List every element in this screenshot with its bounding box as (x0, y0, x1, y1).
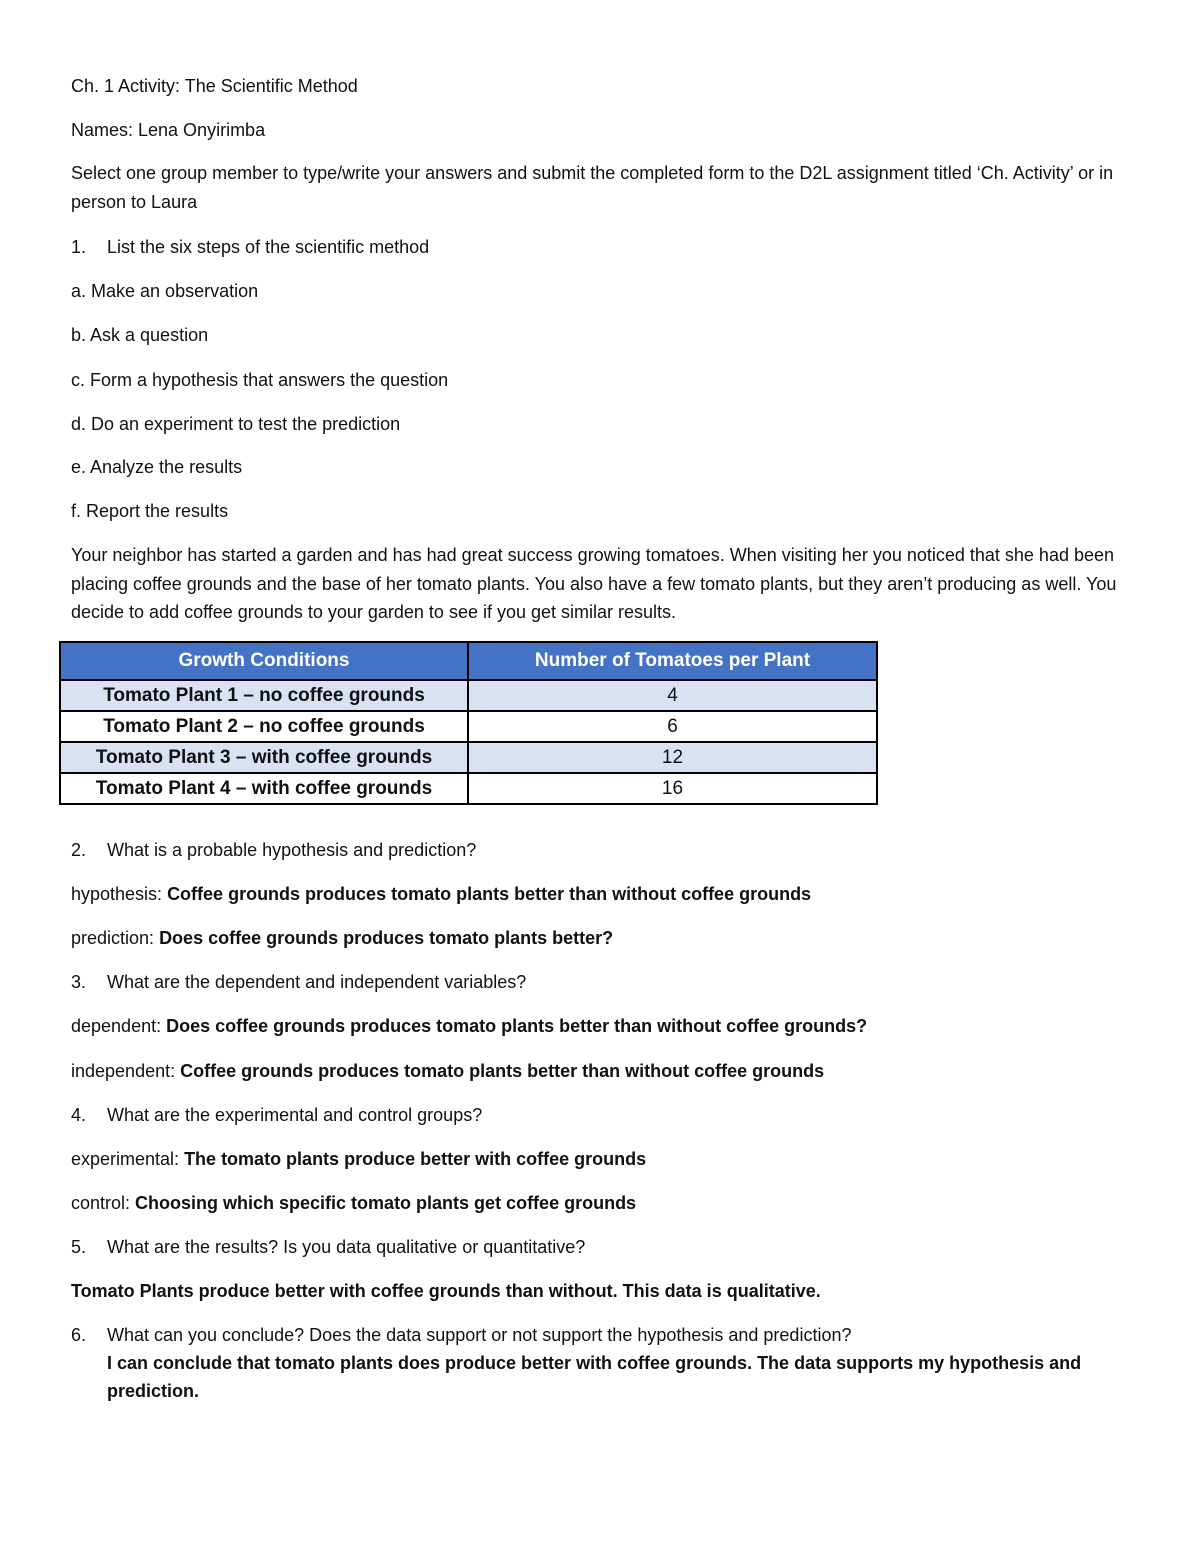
question-text: What are the experimental and control groups? (107, 1105, 483, 1125)
dependent-answer (71, 1012, 867, 1040)
step-f: f. Report the results (71, 501, 229, 521)
question-6 (71, 1321, 851, 1349)
question-5 (71, 1233, 585, 1261)
count-cell: 6 (468, 711, 877, 742)
step-b: b. Ask a question (71, 325, 209, 345)
student-names: Names: Lena Onyirimba (71, 120, 266, 140)
step-a: a. Make an observation (71, 281, 259, 301)
table-header-row (60, 642, 877, 680)
question-text: What can you conclude? Does the data support or not support the hypothesis and prediction? (107, 1325, 852, 1345)
question-number: 3. (71, 972, 87, 992)
experimental-answer (71, 1145, 646, 1173)
answer-text: Coffee grounds produces tomato plants better than without coffee grounds (167, 884, 812, 904)
count-cell: 4 (468, 680, 877, 711)
count-cell: 16 (468, 773, 877, 804)
condition-cell: Tomato Plant 1 – no coffee grounds (60, 680, 468, 711)
question-text: What are the dependent and independent variables? (107, 972, 527, 992)
results-table (59, 641, 878, 805)
answer-text: Coffee grounds produces tomato plants better than without coffee grounds (180, 1061, 825, 1081)
answer-label: control: (71, 1193, 136, 1213)
condition-cell: Tomato Plant 2 – no coffee grounds (60, 711, 468, 742)
header-tomato-count: Number of Tomatoes per Plant (468, 642, 877, 680)
table-row (60, 680, 877, 711)
scenario-paragraph: Your neighbor has started a garden and has had great success growing tomatoes. When visiting her you noticed that she had been placing coffee grounds and the base of her tomato plants. You also have a few tomato plants, but they aren’t producing as well. You decide to add coffee grounds to your garden to see if you get similar results. (71, 545, 1117, 622)
answer-text: Does coffee grounds produces tomato plants better? (159, 928, 614, 948)
answer-label: hypothesis: (71, 884, 168, 904)
condition-cell: Tomato Plant 3 – with coffee grounds (60, 742, 468, 773)
results-answer: Tomato Plants produce better with coffee grounds than without. This data is qualitative. (71, 1281, 821, 1301)
condition-cell: Tomato Plant 4 – with coffee grounds (60, 773, 468, 804)
question-number: 2. (71, 840, 87, 860)
question-4 (71, 1101, 482, 1129)
answer-text: Choosing which specific tomato plants get coffee grounds (135, 1193, 637, 1213)
prediction-answer (71, 924, 613, 952)
independent-answer (71, 1057, 824, 1085)
table-row (60, 711, 877, 742)
answer-label: dependent: (71, 1016, 167, 1036)
question-1 (71, 233, 429, 261)
question-text: What are the results? Is you data qualitative or quantitative? (107, 1237, 586, 1257)
answer-text: Does coffee grounds produces tomato plants better than without coffee grounds? (166, 1016, 868, 1036)
question-text: What is a probable hypothesis and prediction? (107, 840, 477, 860)
control-answer (71, 1189, 636, 1217)
question-number: 6. (71, 1325, 87, 1345)
question-number: 1. (71, 237, 87, 257)
conclusion-answer: I can conclude that tomato plants does produce better with coffee grounds. The data supports my hypothesis and prediction. (107, 1353, 1082, 1401)
instructions: Select one group member to type/write your answers and submit the completed form to the D2L assignment titled ‘Ch. Activity’ or in person to Laura (71, 163, 1114, 212)
header-growth-conditions: Growth Conditions (60, 642, 468, 680)
step-c: c. Form a hypothesis that answers the question (71, 370, 449, 390)
page-title: Ch. 1 Activity: The Scientific Method (71, 76, 358, 96)
step-d: d. Do an experiment to test the prediction (71, 414, 401, 434)
hypothesis-answer (71, 880, 811, 908)
table-row (60, 742, 877, 773)
question-number: 4. (71, 1105, 87, 1125)
answer-label: experimental: (71, 1149, 185, 1169)
question-2 (71, 836, 476, 864)
table-row (60, 773, 877, 804)
step-e: e. Analyze the results (71, 457, 243, 477)
question-number: 5. (71, 1237, 87, 1257)
question-3 (71, 968, 526, 996)
answer-label: prediction: (71, 928, 160, 948)
question-text: List the six steps of the scientific method (107, 237, 430, 257)
count-cell: 12 (468, 742, 877, 773)
answer-label: independent: (71, 1061, 181, 1081)
answer-text: The tomato plants produce better with coffee grounds (184, 1149, 647, 1169)
